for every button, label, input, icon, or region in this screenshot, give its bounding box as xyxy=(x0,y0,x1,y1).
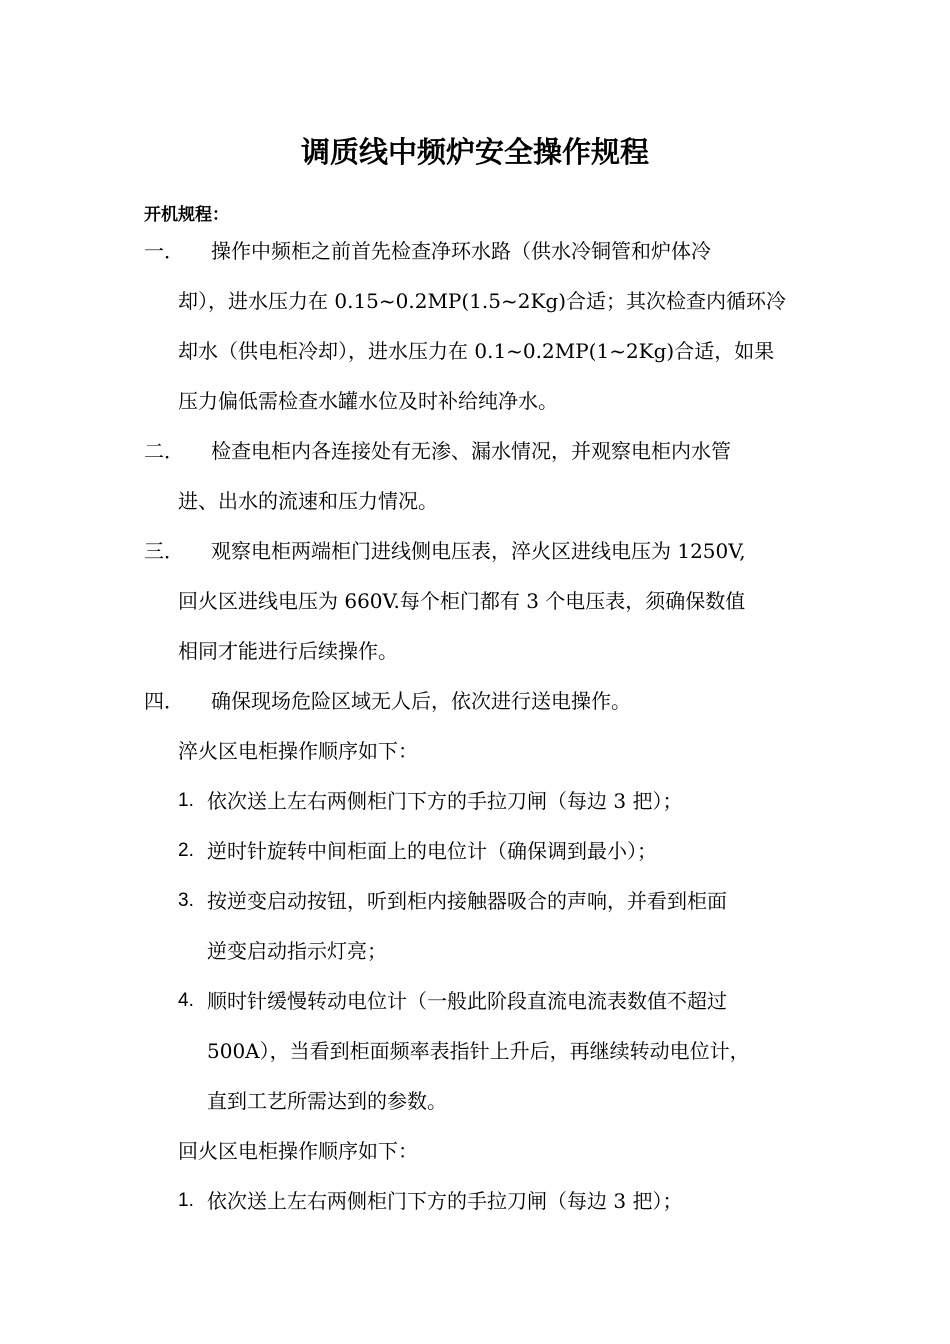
item-line: 检查电柜内各连接处有无渗、漏水情况，并观察电柜内水管 xyxy=(211,439,731,463)
step-line: 逆变启动指示灯亮； xyxy=(207,939,387,963)
section-label: 开机规程： xyxy=(144,205,229,225)
step-line: 依次送上左右两侧柜门下方的手拉刀闸（每边 3 把）； xyxy=(207,789,683,813)
step-line: 直到工艺所需达到的参数。 xyxy=(207,1089,447,1113)
item-line: 进、出水的流速和压力情况。 xyxy=(178,489,438,513)
step-line: 500A），当看到柜面频率表指针上升后，再继续转动电位计， xyxy=(207,1039,750,1063)
quench-heading: 淬火区电柜操作顺序如下： xyxy=(178,739,418,763)
item-number: 四． xyxy=(144,689,184,713)
item-line: 操作中频柜之前首先检查净环水路（供水冷铜管和炉体冷 xyxy=(211,239,711,263)
item-number: 三． xyxy=(144,539,184,563)
step-number: 1. xyxy=(178,1190,194,1211)
step-line: 逆时针旋转中间柜面上的电位计（确保调到最小）； xyxy=(207,839,657,863)
item-number: 二． xyxy=(144,439,184,463)
step-line: 顺时针缓慢转动电位计（一般此阶段直流电流表数值不超过 xyxy=(207,989,727,1013)
step-line: 按逆变启动按钮，听到柜内接触器吸合的声响，并看到柜面 xyxy=(207,889,727,913)
item-line: 却水（供电柜冷却），进水压力在 0.1~0.2MP(1~2Kg)合适，如果 xyxy=(178,339,775,363)
step-number: 1. xyxy=(178,790,194,811)
temper-heading: 回火区电柜操作顺序如下： xyxy=(178,1139,418,1163)
step-number: 4. xyxy=(178,990,194,1011)
document-title: 调质线中频炉安全操作规程 xyxy=(300,135,649,169)
step-line: 依次送上左右两侧柜门下方的手拉刀闸（每边 3 把）； xyxy=(207,1189,683,1213)
step-number: 2. xyxy=(178,840,194,861)
step-number: 3. xyxy=(178,890,194,911)
item-line: 回火区进线电压为 660V.每个柜门都有 3 个电压表，须确保数值 xyxy=(178,589,746,613)
item-line: 相同才能进行后续操作。 xyxy=(178,639,398,663)
item-line: 确保现场危险区域无人后，依次进行送电操作。 xyxy=(211,689,631,713)
item-number: 一． xyxy=(144,239,184,263)
item-line: 压力偏低需检查水罐水位及时补给纯净水。 xyxy=(178,389,558,413)
item-line: 观察电柜两端柜门进线侧电压表，淬火区进线电压为 1250V, xyxy=(211,539,746,563)
item-line: 却），进水压力在 0.15~0.2MP(1.5~2Kg)合适；其次检查内循环冷 xyxy=(178,289,787,313)
